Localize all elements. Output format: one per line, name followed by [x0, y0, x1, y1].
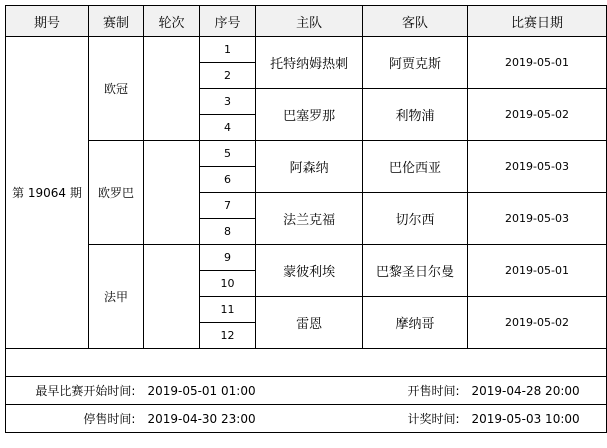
home-team-cell: 法兰克福 — [256, 193, 363, 245]
info-row-earliest — [6, 377, 607, 405]
seq-cell: 2 — [200, 63, 256, 89]
header-issue: 期号 — [6, 6, 89, 37]
round-cell — [143, 37, 199, 141]
seq-cell: 4 — [200, 115, 256, 141]
match-date-cell: 2019-05-02 — [468, 89, 607, 141]
away-team-cell: 切尔西 — [363, 193, 468, 245]
sale-stop-label: 停售时间: — [6, 405, 144, 433]
sale-start-value: 2019-04-28 20:00 — [468, 377, 607, 405]
home-team-cell: 托特纳姆热刺 — [256, 37, 363, 89]
earliest-start-value: 2019-05-01 01:00 — [143, 377, 255, 405]
seq-cell: 12 — [200, 323, 256, 349]
round-cell — [143, 245, 199, 349]
away-team-cell: 巴黎圣日尔曼 — [363, 245, 468, 297]
header-competition: 赛制 — [88, 6, 143, 37]
lottery-schedule-table — [5, 5, 607, 433]
table-row — [6, 37, 607, 63]
league-cell: 欧冠 — [88, 37, 143, 141]
award-time-label: 计奖时间: — [256, 405, 468, 433]
spacer-row — [6, 349, 607, 377]
table-row — [6, 141, 607, 167]
seq-cell: 5 — [200, 141, 256, 167]
seq-cell: 6 — [200, 167, 256, 193]
match-date-cell: 2019-05-01 — [468, 245, 607, 297]
round-cell — [143, 141, 199, 245]
match-date-cell: 2019-05-03 — [468, 141, 607, 193]
seq-cell: 11 — [200, 297, 256, 323]
seq-cell: 10 — [200, 271, 256, 297]
match-date-cell: 2019-05-01 — [468, 37, 607, 89]
info-row-stop — [6, 405, 607, 433]
league-cell: 欧罗巴 — [88, 141, 143, 245]
spacer-cell — [6, 349, 607, 377]
header-date: 比赛日期 — [468, 6, 607, 37]
home-team-cell: 阿森纳 — [256, 141, 363, 193]
header-home: 主队 — [256, 6, 363, 37]
sale-start-label: 开售时间: — [256, 377, 468, 405]
league-cell: 法甲 — [88, 245, 143, 349]
home-team-cell: 巴塞罗那 — [256, 89, 363, 141]
sale-stop-value: 2019-04-30 23:00 — [143, 405, 255, 433]
header-row — [6, 6, 607, 37]
seq-cell: 7 — [200, 193, 256, 219]
seq-cell: 1 — [200, 37, 256, 63]
award-time-value: 2019-05-03 10:00 — [468, 405, 607, 433]
away-team-cell: 利物浦 — [363, 89, 468, 141]
away-team-cell: 巴伦西亚 — [363, 141, 468, 193]
table-row — [6, 245, 607, 271]
seq-cell: 8 — [200, 219, 256, 245]
header-round: 轮次 — [143, 6, 199, 37]
match-date-cell: 2019-05-03 — [468, 193, 607, 245]
home-team-cell: 蒙彼利埃 — [256, 245, 363, 297]
away-team-cell: 摩纳哥 — [363, 297, 468, 349]
match-date-cell: 2019-05-02 — [468, 297, 607, 349]
home-team-cell: 雷恩 — [256, 297, 363, 349]
away-team-cell: 阿贾克斯 — [363, 37, 468, 89]
header-away: 客队 — [363, 6, 468, 37]
seq-cell: 3 — [200, 89, 256, 115]
issue-cell: 第 19064 期 — [6, 37, 89, 349]
header-seq: 序号 — [200, 6, 256, 37]
earliest-start-label: 最早比赛开始时间: — [6, 377, 144, 405]
seq-cell: 9 — [200, 245, 256, 271]
